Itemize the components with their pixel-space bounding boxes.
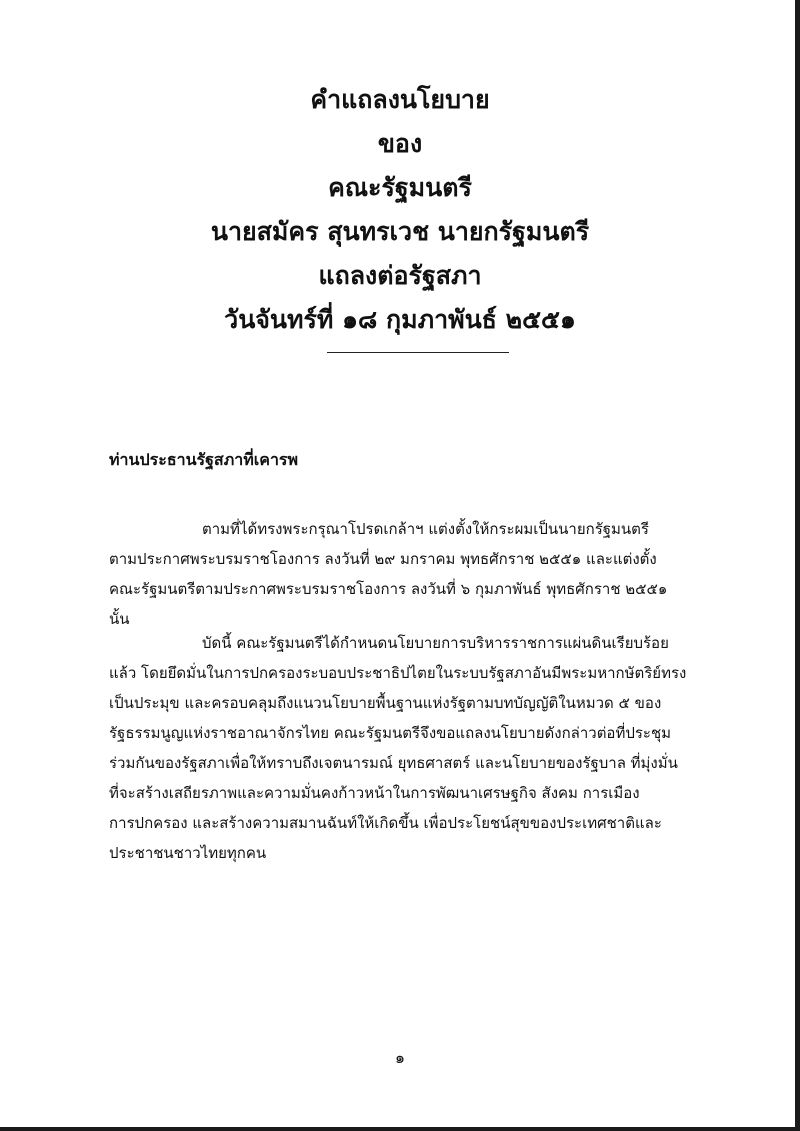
title-line-policy-statement: คำแถลงนโยบาย [310,85,490,114]
title-line-of: ของ [377,129,423,158]
document-title [0,78,800,342]
title-line-cabinet: คณะรัฐมนตรี [328,173,472,202]
title-line-date: วันจันทร์ที่ ๑๘ กุมภาพันธ์ ๒๕๕๑ [224,305,576,334]
page-number: ๑ [394,1048,406,1067]
paragraph-line: การปกครอง และสร้างความสมานฉันท์ให้เกิดขึ้น เพื่อประโยชน์สุขของประเทศชาติและ [109,814,662,832]
paragraph-line: ตามที่ได้ทรงพระกรุณาโปรดเกล้าฯ แต่งตั้งให้กระผมเป็นนายกรัฐมนตรี [202,520,649,538]
paragraph-line: ตามประกาศพระบรมราชโองการ ลงวันที่ ๒๙ มกราคม พุทธศักราช ๒๕๕๑ และแต่งตั้ง [109,550,657,568]
paragraph-line: บัดนี้ คณะรัฐมนตรีได้กำหนดนโยบายการบริหารราชการแผ่นดินเรียบร้อย [202,634,669,652]
title-line-to-parliament: แถลงต่อรัฐสภา [318,261,482,290]
paragraph-line: เป็นประมุข และครอบคลุมถึงแนวนโยบายพื้นฐานแห่งรัฐตามบทบัญญัติในหมวด ๕ ของ [109,694,662,712]
paragraph-line: คณะรัฐมนตรีตามประกาศพระบรมราชโองการ ลงวันที่ ๖ กุมภาพันธ์ พุทธศักราช ๒๕๕๑ [109,580,668,598]
paragraph-line: รัฐธรรมนูญแห่งราชอาณาจักรไทย คณะรัฐมนตรีจึงขอแถลงนโยบายดังกล่าวต่อที่ประชุม [109,724,672,742]
paragraph-line: นั้น [109,610,130,628]
paragraph-policy [109,628,719,868]
salutation: ท่านประธานรัฐสภาที่เคารพ [109,450,299,469]
paragraph-line: แล้ว โดยยึดมั่นในการปกครองระบอบประชาธิปไตยในระบบรัฐสภาอันมีพระมหากษัตริย์ทรง [109,664,687,682]
paragraph-line: ประชาชนชาวไทยทุกคน [109,844,267,862]
paragraph-line: ร่วมกันของรัฐสภาเพื่อให้ทราบถึงเจตนารมณ์ ยุทธศาสตร์ และนโยบายของรัฐบาล ที่มุ่งมั่น [109,754,678,772]
title-line-prime-minister: นายสมัคร สุนทรเวช นายกรัฐมนตรี [210,217,590,246]
title-divider [327,352,509,353]
scan-edge-bottom [0,1127,800,1131]
paragraph-appointment [109,514,719,634]
paragraph-line: ที่จะสร้างเสถียรภาพและความมั่นคงก้าวหน้าในการพัฒนาเศรษฐกิจ สังคม การเมือง [109,784,640,802]
